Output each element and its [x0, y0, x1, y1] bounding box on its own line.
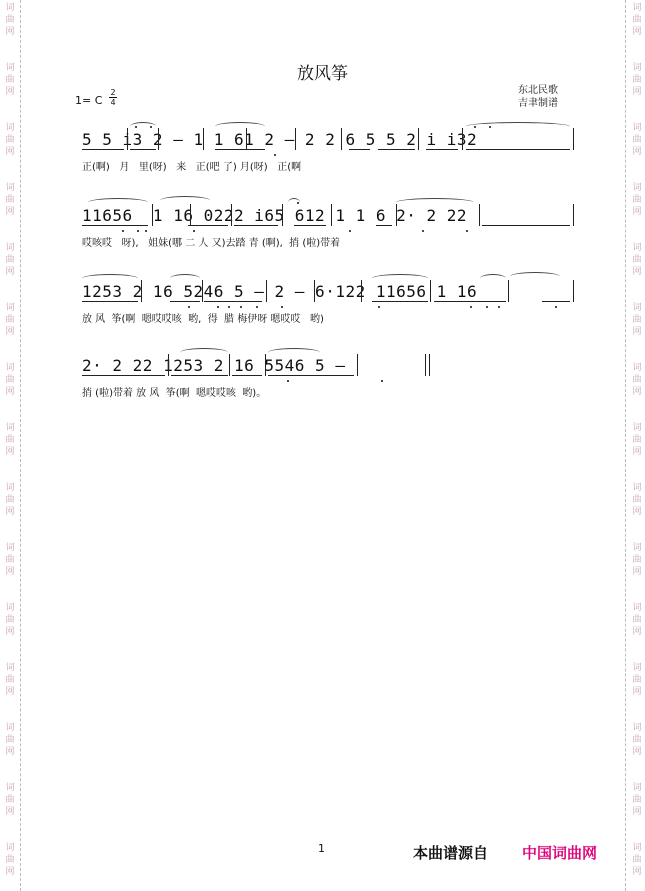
- notation-line: 2· 2 22 1253 2 16 5546 5 –: [82, 356, 346, 375]
- beam-underline: [542, 301, 570, 302]
- barline: [331, 204, 332, 226]
- barline: [168, 354, 169, 376]
- key-signature: 1= C: [75, 94, 103, 107]
- slur-tie: [372, 274, 428, 283]
- slur-tie: [160, 196, 210, 205]
- beam-underline: [482, 225, 570, 226]
- watermark-glyphs: 词 曲 网: [632, 183, 642, 217]
- barline: [190, 204, 191, 226]
- lyric-line: 捎 (啦)带着 放 风 筝(啊 嗯哎哎咳 哟)。: [82, 388, 267, 399]
- octave-dot: [287, 380, 289, 382]
- slur-tie: [130, 122, 156, 131]
- beam-underline: [426, 149, 458, 150]
- slur-tie: [268, 348, 320, 357]
- octave-dot: [281, 306, 283, 308]
- slur-tie: [480, 274, 506, 283]
- octave-dot: [188, 306, 190, 308]
- notation-line: 5 5 i3 2 – 1 1 61 2 – 2 2 6 5 5 2 i i32: [82, 130, 478, 149]
- barline: [396, 204, 397, 226]
- octave-dot: [217, 306, 219, 308]
- watermark-glyphs: 词 曲 网: [5, 423, 15, 457]
- barline: [462, 128, 463, 150]
- beam-underline: [82, 225, 148, 226]
- watermark-glyphs: 词 曲 网: [5, 543, 15, 577]
- watermark-glyphs: 词 曲 网: [5, 183, 15, 217]
- watermark-glyphs: 词 曲 网: [632, 723, 642, 757]
- watermark-glyphs: 词 曲 网: [632, 63, 642, 97]
- octave-dot: [498, 306, 500, 308]
- barline: [479, 204, 480, 226]
- barline: [573, 280, 574, 302]
- watermark-glyphs: 词 曲 网: [5, 483, 15, 517]
- octave-dot: [474, 126, 476, 128]
- octave-dot: [240, 306, 242, 308]
- page-number: 1: [318, 842, 325, 855]
- watermark-glyphs: 词 曲 网: [632, 243, 642, 277]
- watermark-glyphs: 词 曲 网: [632, 123, 642, 157]
- beam-underline: [188, 225, 228, 226]
- octave-dot: [555, 306, 557, 308]
- right-dashed-border: [625, 0, 626, 891]
- barline: [357, 354, 358, 376]
- barline: [158, 128, 159, 150]
- beam-underline: [82, 375, 165, 376]
- slur-tie: [396, 198, 474, 207]
- octave-dot: [486, 306, 488, 308]
- octave-dot: [193, 230, 195, 232]
- watermark-glyphs: 词 曲 网: [632, 663, 642, 697]
- octave-dot: [349, 230, 351, 232]
- barline: [508, 280, 509, 302]
- slur-tie: [215, 122, 265, 131]
- watermark-glyphs: 词 曲 网: [5, 663, 15, 697]
- arranger-label: 吉聿制谱: [518, 98, 558, 109]
- beam-underline: [204, 301, 262, 302]
- barline: [430, 280, 431, 302]
- watermark-glyphs: 词 曲 网: [5, 723, 15, 757]
- barline: [246, 128, 247, 150]
- lyric-line: 正(啊) 月 里(呀) 来 正(吧 了) 月(呀) 正(啊: [82, 162, 302, 173]
- barline: [229, 354, 230, 376]
- beam-underline: [434, 301, 506, 302]
- left-dashed-border: [20, 0, 21, 891]
- slur-tie: [466, 122, 570, 131]
- octave-dot: [145, 230, 147, 232]
- octave-dot: [135, 126, 137, 128]
- watermark-glyphs: 词 曲 网: [5, 363, 15, 397]
- barline: [573, 204, 574, 226]
- beam-underline: [466, 149, 570, 150]
- barline: [265, 354, 266, 376]
- octave-dot: [274, 154, 276, 156]
- lyric-line: 哎咳哎 呀), 姐妹(哪 二 人 又)去踏 青 (啊), 捎 (啦)带着: [82, 238, 341, 249]
- octave-dot: [489, 126, 491, 128]
- barline: [231, 204, 232, 226]
- beam-underline: [349, 149, 370, 150]
- beam-underline: [372, 301, 428, 302]
- barline: [152, 204, 153, 226]
- barline: [429, 354, 430, 376]
- time-signature-bottom: 4: [110, 98, 116, 107]
- slur-tie: [510, 272, 560, 281]
- watermark-glyphs: 词 曲 网: [632, 303, 642, 337]
- barline: [314, 280, 315, 302]
- watermark-glyphs: 词 曲 网: [632, 603, 642, 637]
- lyric-line: 放 风 筝(啊 嗯哎哎咳 哟, 得 腊 梅伊呀 嗯哎哎 哟): [82, 314, 324, 325]
- slur-tie: [180, 348, 228, 357]
- left-watermark-strip: [0, 0, 20, 891]
- beam-underline: [232, 375, 262, 376]
- octave-dot: [122, 230, 124, 232]
- octave-dot: [228, 306, 230, 308]
- slur-tie: [170, 274, 200, 283]
- beam-underline: [268, 375, 354, 376]
- beam-underline: [376, 225, 392, 226]
- watermark-glyphs: 词 曲 网: [632, 423, 642, 457]
- watermark-glyphs: 词 曲 网: [5, 303, 15, 337]
- beam-underline: [294, 225, 326, 226]
- beam-underline: [170, 301, 200, 302]
- barline: [361, 280, 362, 302]
- barline: [341, 128, 342, 150]
- octave-dot: [381, 380, 383, 382]
- octave-dot: [150, 126, 152, 128]
- watermark-glyphs: 词 曲 网: [5, 783, 15, 817]
- barline: [418, 128, 419, 150]
- notation-line: 1253 2 16 5246 5 – 2 – 6·122 11656 1 16: [82, 282, 478, 301]
- barline: [266, 280, 267, 302]
- beam-underline: [378, 149, 415, 150]
- watermark-glyphs: 词 曲 网: [5, 243, 15, 277]
- barline: [282, 204, 283, 226]
- watermark-glyphs: 词 曲 网: [632, 3, 642, 37]
- barline: [573, 128, 574, 150]
- genre-label: 东北民歌: [518, 85, 558, 96]
- site-name[interactable]: 中国词曲网: [522, 844, 598, 862]
- watermark-glyphs: 词 曲 网: [632, 843, 642, 877]
- watermark-glyphs: 词 曲 网: [5, 123, 15, 157]
- watermark-glyphs: 词 曲 网: [5, 843, 15, 877]
- slur-tie: [88, 198, 148, 207]
- barline: [295, 128, 296, 150]
- barline: [202, 280, 203, 302]
- barline: [425, 354, 426, 376]
- right-watermark-strip: [625, 0, 645, 891]
- barline: [141, 280, 142, 302]
- song-title: 放风筝: [297, 64, 348, 84]
- octave-dot: [466, 230, 468, 232]
- time-signature-top: 2: [110, 88, 116, 97]
- octave-dot: [470, 306, 472, 308]
- source-label: 本曲谱源自: [413, 844, 489, 862]
- watermark-glyphs: 词 曲 网: [5, 3, 15, 37]
- watermark-glyphs: 词 曲 网: [632, 483, 642, 517]
- barline: [203, 128, 204, 150]
- octave-dot: [256, 306, 258, 308]
- time-signature: [109, 88, 117, 107]
- notation-line: 11656 1 16 0222 i65 612 1 1 6 2· 2 22: [82, 206, 468, 225]
- watermark-glyphs: 词 曲 网: [5, 63, 15, 97]
- slur-tie: [82, 274, 138, 283]
- octave-dot: [422, 230, 424, 232]
- octave-dot: [297, 202, 299, 204]
- beam-underline: [82, 149, 124, 150]
- watermark-glyphs: 词 曲 网: [632, 543, 642, 577]
- watermark-glyphs: 词 曲 网: [632, 363, 642, 397]
- beam-underline: [215, 149, 265, 150]
- beam-underline: [82, 301, 138, 302]
- beam-underline: [130, 149, 156, 150]
- octave-dot: [137, 230, 139, 232]
- beam-underline: [234, 225, 278, 226]
- octave-dot: [378, 306, 380, 308]
- watermark-glyphs: 词 曲 网: [5, 603, 15, 637]
- watermark-glyphs: 词 曲 网: [632, 783, 642, 817]
- barline: [127, 128, 128, 150]
- beam-underline: [171, 375, 228, 376]
